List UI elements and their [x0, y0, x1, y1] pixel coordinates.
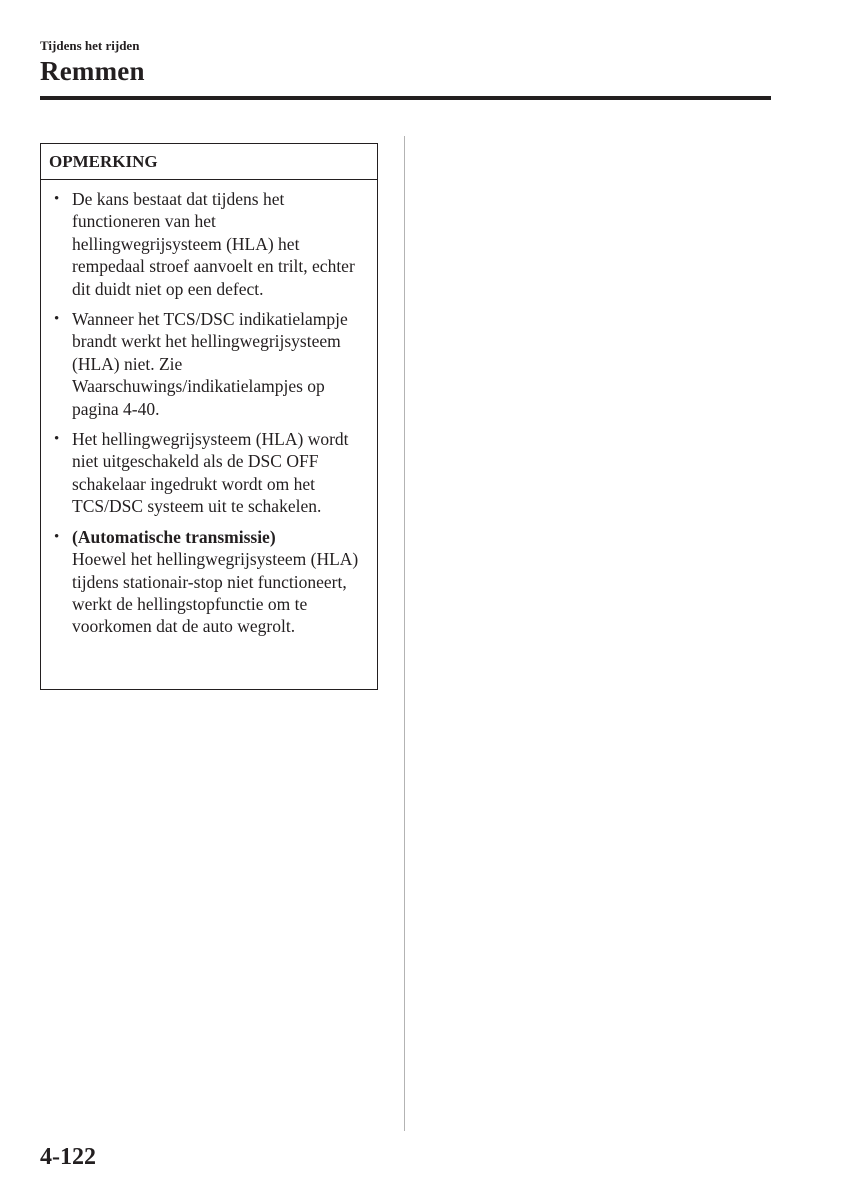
- bullet-icon: •: [54, 431, 60, 448]
- note-item-text: Hoewel het hellingwegrijsysteem (HLA) tijdens stationair-stop niet functioneert, werkt de hellingstopfunctie om te voorkomen dat de auto wegrolt.: [72, 549, 359, 637]
- note-item-text: Het hellingwegrijsysteem (HLA) wordt niet uitgeschakeld als de DSC OFF schakelaar ingedrukt wordt om het TCS/DSC systeem uit te schakelen.: [72, 429, 349, 517]
- column-divider: [404, 136, 405, 1131]
- note-item: [54, 308, 369, 420]
- note-list: [41, 180, 377, 638]
- note-item-text: De kans bestaat dat tijdens het functioneren van het hellingwegrijsysteem (HLA) het rempedaal stroef aanvoelt en trilt, echter dit duidt niet op een defect.: [72, 189, 355, 299]
- header-rule: [40, 96, 771, 100]
- note-item: [54, 188, 369, 300]
- page-number: 4-122: [40, 1144, 96, 1170]
- note-heading: OPMERKING: [41, 144, 377, 180]
- note-item-heading: (Automatische transmissie): [72, 526, 276, 547]
- note-item-text: Wanneer het TCS/DSC indikatielampje brandt werkt het hellingwegrijsysteem (HLA) niet. Zie Waarschuwings/indikatielampjes op pagina 4-40.: [72, 309, 348, 419]
- note-box: [40, 143, 378, 690]
- section-label: Tijdens het rijden: [40, 38, 140, 53]
- bullet-icon: •: [54, 191, 60, 207]
- bullet-icon: •: [54, 528, 60, 545]
- page-title: Remmen: [40, 56, 145, 86]
- note-item: [54, 526, 369, 638]
- note-item: [54, 428, 369, 518]
- bullet-icon: •: [54, 311, 60, 328]
